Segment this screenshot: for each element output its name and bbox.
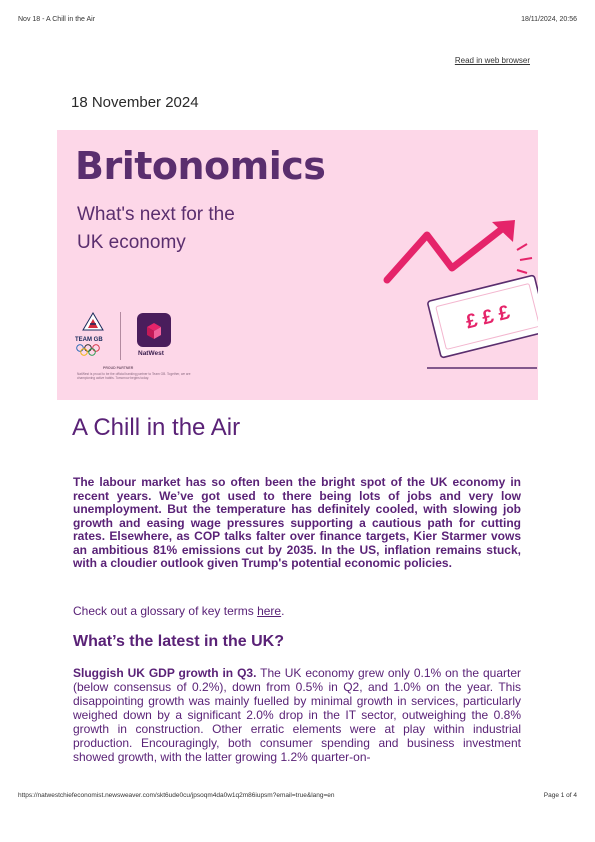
paragraph-lead: Sluggish UK GDP growth in Q3.: [73, 666, 257, 680]
banner-fine-print: NatWest is proud to be the official banking partner to Team GB. Together, we are championing active habits. Tomorrow begins today.: [77, 372, 191, 380]
team-gb-lion-icon: [75, 310, 111, 336]
article-title: A Chill in the Air: [72, 414, 241, 441]
brand-title: Britonomics: [75, 144, 326, 188]
olympic-rings-icon: [75, 344, 103, 356]
article-intro: The labour market has so often been the bright spot of the UK economy in recent years. We’ve got used to there being lots of jobs and very low unemployment. But the temperature has definitely cooled, with slowing job growth and easing wage pressures supporting a cautious path for cutting rates. Elsewhere, as COP talks falter over finance targets, Kier Starmer vows an ambitious 81% emissions cut by 2035. In the US, inflation remains stuck, with a cloudier outlook given Trump's potential economic policies.: [73, 475, 521, 570]
glossary-line: [73, 604, 284, 618]
newsletter-date: 18 November 2024: [71, 94, 199, 111]
britonomics-banner: [57, 130, 538, 400]
print-header-timestamp: 18/11/2024, 20:56: [521, 16, 577, 23]
print-footer-page: Page 1 of 4: [543, 792, 577, 799]
natwest-logo-icon: [137, 313, 171, 347]
gdp-paragraph: [73, 666, 521, 792]
glossary-prefix: Check out a glossary of key terms: [73, 604, 258, 618]
natwest-label: NatWest: [138, 350, 164, 357]
pound-growth-illustration: [357, 220, 538, 380]
section-heading: What’s the latest in the UK?: [73, 633, 284, 650]
banner-tagline-line2: UK economy: [77, 232, 186, 253]
paragraph-body: The UK economy grew only 0.1% on the quarter (below consensus of 0.2%), down from 0.5% in Q2, and 1.0% on the year. This disappointing growth was mainly fuelled by minimal growth in services, particularly weighed down by a significant 2.0% drop in the IT sector, outweighing the 0.8% growth in construction. Other erratic elements were at play within industrial production. Encouragingly, both consumer spending and business investment showed growth, with the latter growing 1.2% quarter-on-: [73, 666, 521, 764]
pound-symbols: £ £ £: [463, 301, 513, 334]
glossary-link[interactable]: here: [257, 604, 282, 618]
team-gb-label: TEAM GB: [75, 337, 103, 343]
proud-partner-label: PROUD PARTNER: [103, 366, 134, 370]
banner-tagline-line1: What's next for the: [77, 204, 235, 225]
print-footer-url: https://natwestchiefeconomist.newsweaver.com/skt6ude0cu/jpsoqm4da0w1q2m86iupsm?email=true&lang=en: [18, 792, 335, 799]
read-in-browser-link[interactable]: Read in web browser: [454, 56, 530, 65]
print-header-title: Nov 18 - A Chill in the Air: [18, 16, 96, 23]
logo-divider: [120, 312, 121, 360]
glossary-suffix: .: [281, 604, 285, 618]
